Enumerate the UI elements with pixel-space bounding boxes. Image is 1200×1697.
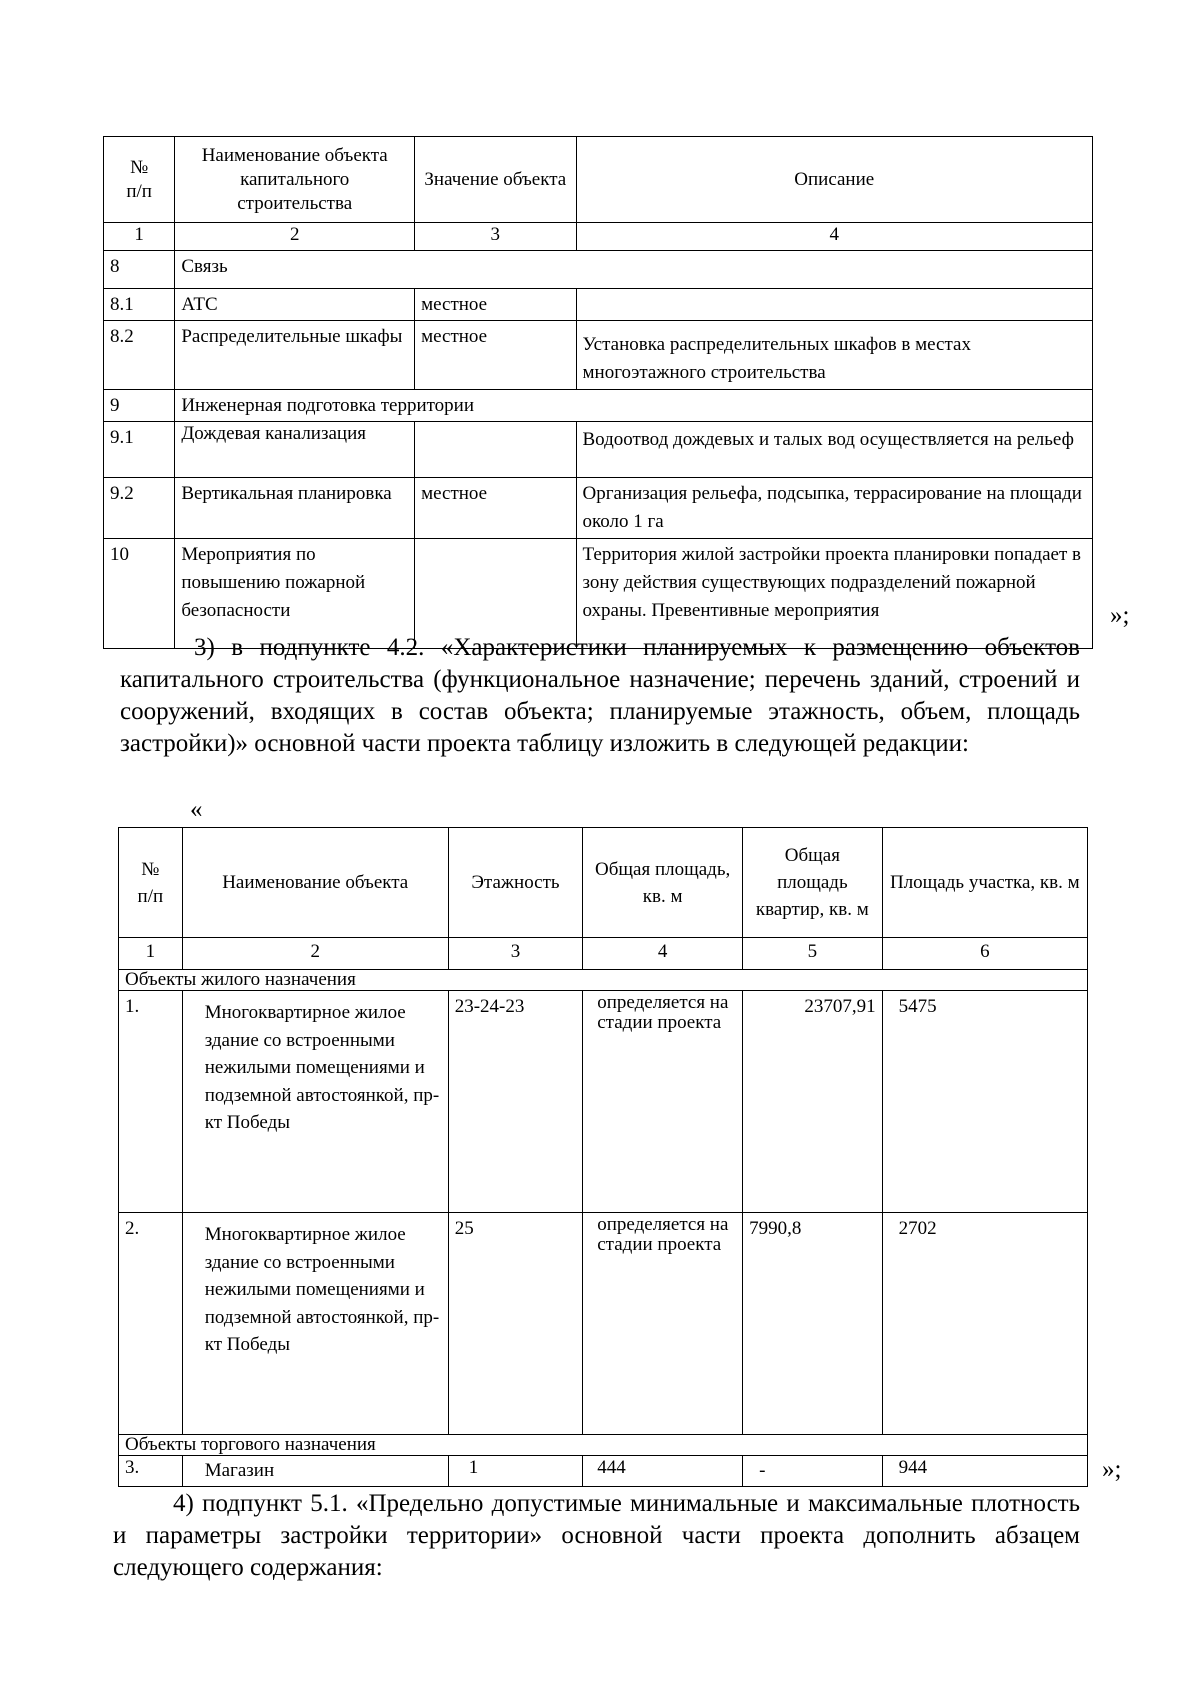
row-floors: 23-24-23 xyxy=(448,991,583,1213)
group-row xyxy=(119,1435,1088,1456)
row-num: 3. xyxy=(119,1456,183,1487)
col-number: 1 xyxy=(119,938,183,970)
row-description: Установка распределительных шкафов в местах многоэтажного строительства xyxy=(576,321,1093,390)
row-name: Дождевая канализация xyxy=(175,422,415,478)
row-apartments-area: 7990,8 xyxy=(743,1213,883,1435)
row-description: Территория жилой застройки проекта планировки попадает в зону действия существующих подразделений пожарной охраны. Превентивные мероприятия xyxy=(576,539,1093,649)
group-title: Объекты жилого назначения xyxy=(119,970,1088,991)
header-description: Описание xyxy=(576,137,1093,223)
closing-quote-2: »; xyxy=(1102,1456,1122,1483)
row-num: 9.1 xyxy=(104,422,175,478)
row-plot-area: 5475 xyxy=(882,991,1087,1213)
table-row xyxy=(104,422,1093,478)
col-number: 6 xyxy=(882,938,1087,970)
header-name: Наименование объекта xyxy=(182,828,448,938)
table-row xyxy=(119,1213,1088,1435)
col-number: 4 xyxy=(576,223,1093,251)
row-value: местное xyxy=(415,478,576,539)
header-value: Значение объекта xyxy=(415,137,576,223)
header-plot-area: Площадь участка, кв. м xyxy=(882,828,1087,938)
row-apartments-area: - xyxy=(743,1456,883,1487)
header-name: Наименование объекта капитального строительства xyxy=(175,137,415,223)
row-total-area: 444 xyxy=(583,1456,743,1487)
col-number: 1 xyxy=(104,223,175,251)
group-row xyxy=(119,970,1088,991)
row-num: 8.2 xyxy=(104,321,175,390)
column-number-row xyxy=(104,223,1093,251)
row-apartments-area: 23707,91 xyxy=(743,991,883,1213)
row-num: 8.1 xyxy=(104,289,175,321)
table-row xyxy=(119,991,1088,1213)
header-floors: Этажность xyxy=(448,828,583,938)
row-floors: 1 xyxy=(448,1456,583,1487)
objects-table xyxy=(118,827,1088,1487)
col-number: 5 xyxy=(743,938,883,970)
col-number: 4 xyxy=(583,938,743,970)
section-row xyxy=(104,251,1093,289)
row-plot-area: 944 xyxy=(882,1456,1087,1487)
header-total-area: Общая площадь, кв. м xyxy=(583,828,743,938)
row-description: Водоотвод дождевых и талых вод осуществляется на рельеф xyxy=(576,422,1093,478)
row-name: Магазин xyxy=(182,1456,448,1487)
row-name: Распределительные шкафы xyxy=(175,321,415,390)
row-num: 10 xyxy=(104,539,175,649)
opening-quote: « xyxy=(190,796,203,823)
paragraph-3: 3) в подпункте 4.2. «Характеристики планируемых к размещению объектов капитального строительства (функциональное назначение; перечень зданий, строений и сооружений, входящих в состав объекта; планируемые этажность, объем, площадь застройки)» основной части проекта таблицу изложить в следующей редакции: xyxy=(120,634,1080,757)
row-num: 9 xyxy=(104,390,175,422)
header-num: № п/п xyxy=(119,828,183,938)
communications-table xyxy=(103,136,1093,649)
group-title: Объекты торгового назначения xyxy=(119,1435,1088,1456)
col-number: 3 xyxy=(415,223,576,251)
table-header-row xyxy=(104,137,1093,223)
section-row xyxy=(104,390,1093,422)
closing-quote-1: »; xyxy=(1110,602,1130,629)
table-row xyxy=(104,289,1093,321)
row-plot-area: 2702 xyxy=(882,1213,1087,1435)
table-row xyxy=(104,478,1093,539)
row-value: местное xyxy=(415,289,576,321)
col-number: 2 xyxy=(175,223,415,251)
row-name: Многоквартирное жилое здание со встроенными нежилыми помещениями и подземной автостоянкой, пр-кт Победы xyxy=(182,991,448,1213)
row-value: местное xyxy=(415,321,576,390)
col-number: 2 xyxy=(182,938,448,970)
row-description: Организация рельефа, подсыпка, террасирование на площади около 1 га xyxy=(576,478,1093,539)
row-num: 9.2 xyxy=(104,478,175,539)
row-num: 8 xyxy=(104,251,175,289)
column-number-row xyxy=(119,938,1088,970)
row-name: Многоквартирное жилое здание со встроенными нежилыми помещениями и подземной автостоянкой, пр-кт Победы xyxy=(182,1213,448,1435)
header-apartments-area: Общая площадь квартир, кв. м xyxy=(743,828,883,938)
row-total-area: определяется на стадии проекта xyxy=(583,991,743,1213)
paragraph-4: 4) подпункт 5.1. «Предельно допустимые минимальные и максимальные плотность и параметры застройки территории» основной части проекта дополнить абзацем следующего содержания: xyxy=(113,1490,1080,1581)
row-name: Вертикальная планировка xyxy=(175,478,415,539)
table-header-row xyxy=(119,828,1088,938)
table-row xyxy=(104,321,1093,390)
row-total-area: определяется на стадии проекта xyxy=(583,1213,743,1435)
row-name: Мероприятия по повышению пожарной безопасности xyxy=(175,539,415,649)
header-num: № п/п xyxy=(104,137,175,223)
row-num: 1. xyxy=(119,991,183,1213)
section-title: Связь xyxy=(175,251,1093,289)
table-row xyxy=(119,1456,1088,1487)
row-value xyxy=(415,422,576,478)
row-description xyxy=(576,289,1093,321)
section-title: Инженерная подготовка территории xyxy=(175,390,1093,422)
row-name: АТС xyxy=(175,289,415,321)
row-floors: 25 xyxy=(448,1213,583,1435)
col-number: 3 xyxy=(448,938,583,970)
row-num: 2. xyxy=(119,1213,183,1435)
